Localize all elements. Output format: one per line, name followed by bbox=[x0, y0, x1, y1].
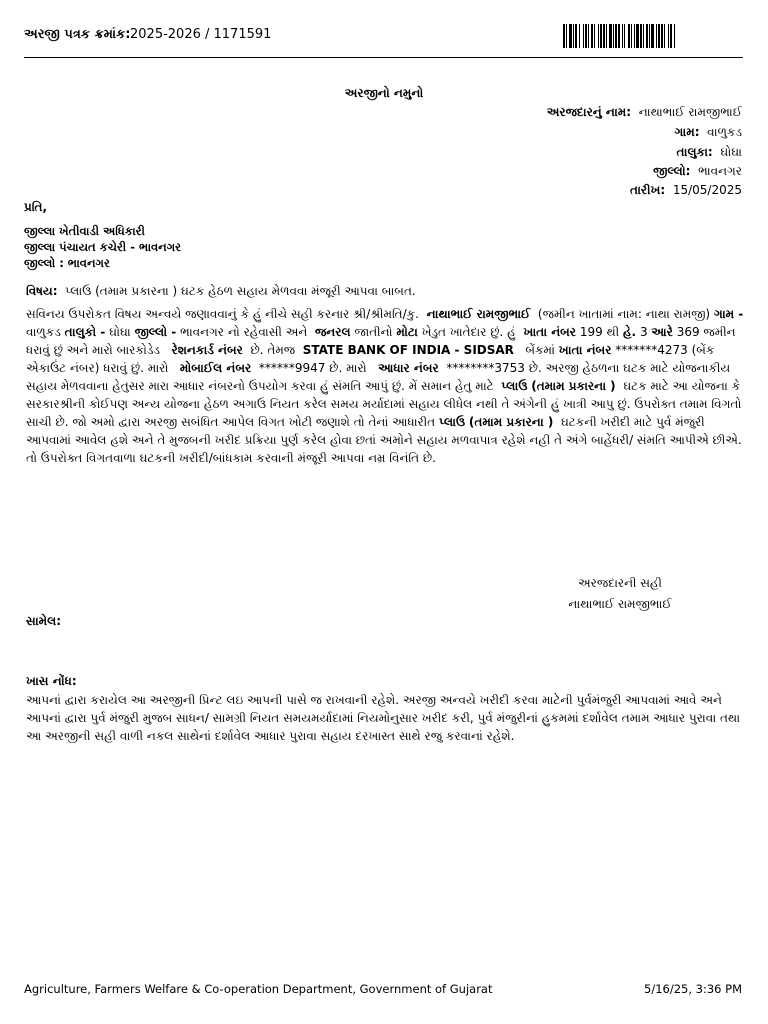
body-ration-suffix: છે. તેમજ bbox=[250, 343, 296, 357]
addressee-line-1: જીલ્લા ખેતીવાડી અધિકારી bbox=[24, 224, 145, 238]
subject-row bbox=[26, 284, 416, 299]
application-number: 2025-2026 / 1171591 bbox=[130, 27, 272, 42]
body-farmer-suffix: ખેડુત ખાતેદાર છું. હું bbox=[421, 325, 516, 339]
applicant-taluka-row bbox=[677, 146, 742, 158]
applicant-taluka: ઘોઘા bbox=[720, 145, 742, 159]
body-are-label: આરે bbox=[651, 325, 673, 339]
body-farmer-type: મોટા bbox=[396, 325, 418, 339]
body-component-1-type: (તમામ પ્રકારના ) bbox=[531, 379, 616, 393]
application-date-label: તારીખ: bbox=[629, 183, 666, 197]
body-request: ઘટકની ખરીદી માટે પુર્વ મંજુરી આપવામાં આવેલ હશે અને તે મુજબની ખરીદ પ્રક્રિયા પુર્ણ કરેલ હોવા છતાં અમોને સહાય મળવાપાત્ર રહેશે નહી તે અંગે બાહેંધરી/ સંમતિ આપીએ છીએ. તો ઉપરોક્ત વિગતવાળા ઘટકની ખરીદી/બાંધકામ કરવાની મંજૂરી આપવા નમ્ર વિનંતિ છે. bbox=[26, 415, 742, 465]
applicant-village: વાળુકડ bbox=[707, 125, 742, 139]
body-aadhaar: ********3753 છે. bbox=[446, 361, 542, 375]
application-date: 15/05/2025 bbox=[672, 183, 742, 197]
body-component-2-type: (તમામ પ્રકારના ) bbox=[468, 415, 554, 429]
footer-timestamp: 5/16/25, 3:36 PM bbox=[644, 982, 742, 996]
body-caste: જનરલ bbox=[314, 325, 351, 339]
applicant-district-label: જીલ્લો: bbox=[653, 164, 691, 178]
signature-label: અરજદારની સહી bbox=[578, 576, 662, 590]
applicant-district-row bbox=[653, 165, 742, 177]
applicant-name-row bbox=[547, 106, 742, 118]
subject-text: પ્લાઉ (તમામ પ્રકારના ) ઘટક હેઠળ સહાય મેળવવા મંજૂરી આપવા બાબત. bbox=[65, 284, 416, 298]
barcode-graphic bbox=[563, 24, 743, 48]
applicant-name: નાથાભાઈ રામજીભાઈ bbox=[638, 105, 742, 119]
body-intro: સવિનય ઉપરોકત વિષય અન્વયે જણાવવાનું કે હું નીચે સહી કરનાર શ્રી/શ્રીમતિ/કુ. bbox=[26, 307, 419, 321]
body-mobile: ******9947 છે. મારો bbox=[258, 361, 367, 375]
applicant-district: ભાવનગર bbox=[698, 164, 742, 178]
body-account-label: ખાતા નંબર bbox=[558, 343, 612, 357]
application-number-label: અરજી પત્રક ક્રમાંક: bbox=[24, 27, 131, 42]
body-bank-name: STATE BANK OF INDIA - SIDSAR bbox=[302, 343, 514, 357]
body-hectare: 3 bbox=[639, 325, 648, 339]
header-divider bbox=[24, 57, 743, 58]
body-khata: 199 થી bbox=[579, 325, 620, 339]
body-mobile-label: મોબાઈલ નંબર bbox=[179, 361, 252, 375]
body-taluka-label: તાલુકો - bbox=[64, 325, 106, 339]
body-caste-suffix: જાતીનો bbox=[354, 325, 393, 339]
applicant-name-label: અરજદારનું નામ: bbox=[546, 105, 632, 119]
form-title: અરજીનો નમુનો bbox=[344, 86, 424, 100]
enclosure-label: સામેલ: bbox=[26, 614, 62, 628]
body-village-label: ગામ - bbox=[713, 307, 744, 321]
addressee-line-3: જીલ્લો : ભાવનગર bbox=[24, 256, 110, 270]
addressee-prati: પ્રતિ, bbox=[24, 200, 48, 214]
body-applicant-name: નાથાભાઈ રામજીભાઈ bbox=[426, 307, 531, 321]
application-date-row bbox=[630, 184, 742, 196]
body-component-1: પ્લાઉ bbox=[501, 379, 528, 393]
body-district: ભાવનગર નો રહેવાસી અને bbox=[180, 325, 308, 339]
body-account: *******4273 (બેંક એકાઉંટ નંબર) ધરાવું છું. મારો bbox=[26, 343, 715, 375]
body-hectare-label: હે. bbox=[623, 325, 637, 339]
footer-department: Agriculture, Farmers Welfare & Co-operation Department, Government of Gujarat bbox=[24, 982, 493, 996]
body-village: વાળુકડ bbox=[26, 325, 61, 339]
applicant-village-row bbox=[675, 126, 742, 138]
body-khata-label: ખાતા નંબર bbox=[523, 325, 576, 339]
signature-name: નાથાભાઈ રામજીભાઈ bbox=[568, 597, 672, 611]
note-label: ખાસ નોંધ: bbox=[26, 674, 77, 688]
body-district-label: જીલ્લો - bbox=[134, 325, 177, 339]
application-body bbox=[26, 305, 746, 467]
body-declaration: ઘટક માટે આ યોજના કે સરકારશ્રીની કોઈપણ અન્ય યોજના હેઠળ અગાઉ નિયત કરેલ સમય મર્યાદામાં સહાય લીધેલ નથી તે અંગેની હું ખાત્રી આપુ છું. ઉપરોક્ત તમામ વિગતો સાચી છે. જો અમો દ્વારા અરજી સબંધિત આપેલ વિગત ખોટી જણાશે તો તેનાં આધારીત bbox=[26, 379, 742, 429]
body-are: 369 જમીન ધરાવું છું અને મારો બારકોડેડ bbox=[26, 325, 736, 357]
body-ration-label: રેશનકાર્ડ નંબર bbox=[171, 343, 243, 357]
body-component-2: પ્લાઉ bbox=[438, 415, 466, 429]
body-aadhaar-label: આધાર નંબર bbox=[378, 361, 439, 375]
body-land-record-name: (જમીન ખાતામાં નામ: નાથા રામજી) bbox=[537, 307, 711, 321]
note-text: આપનાં દ્વારા કરાયેલ આ અરજીની પ્રિન્ટ લઇ આપની પાસે જ રાખવાની રહેશે. અરજી અન્વયે ખરીદી કરવા માટેની પુર્વમંજુરી આપવામાં આવે અને આપનાં દ્વારા પુર્વ મંજુરી મુજબ સાધન/ સામગ્રી નિયત સમયમર્યાદામાં નિયમોનુસાર ખરીદ કરી, પુર્વ મંજુરીનાં હુકમમાં દર્શાવેલ તમામ આધાર પુરાવા તથા આ અરજીની સહી વાળી નકલ સાથેનાં દર્શાવેલ આધાર પુરાવા સહાય દરખાસ્ત સાથે રજુ કરવાનાં રહેશે. bbox=[26, 693, 741, 743]
subject-label: વિષય: bbox=[26, 284, 58, 298]
body-consent: અરજી હેઠળના ઘટક માટે યોજનાકીય સહાય મેળવવાના હેતુસર મારા આધાર નંબરનો ઉપયોગ કરવા હું સંમતિ આપું છું. મેં સમાન હેતુ માટે bbox=[26, 361, 731, 393]
addressee-line-2: જીલ્લા પંચાયત કચેરી - ભાવનગર bbox=[24, 240, 182, 254]
applicant-taluka-label: તાલુકા: bbox=[676, 145, 713, 159]
body-taluka: ઘોઘા bbox=[109, 325, 131, 339]
body-bank-suffix: બેંકમાં bbox=[525, 343, 555, 357]
applicant-village-label: ગામ: bbox=[674, 125, 700, 139]
